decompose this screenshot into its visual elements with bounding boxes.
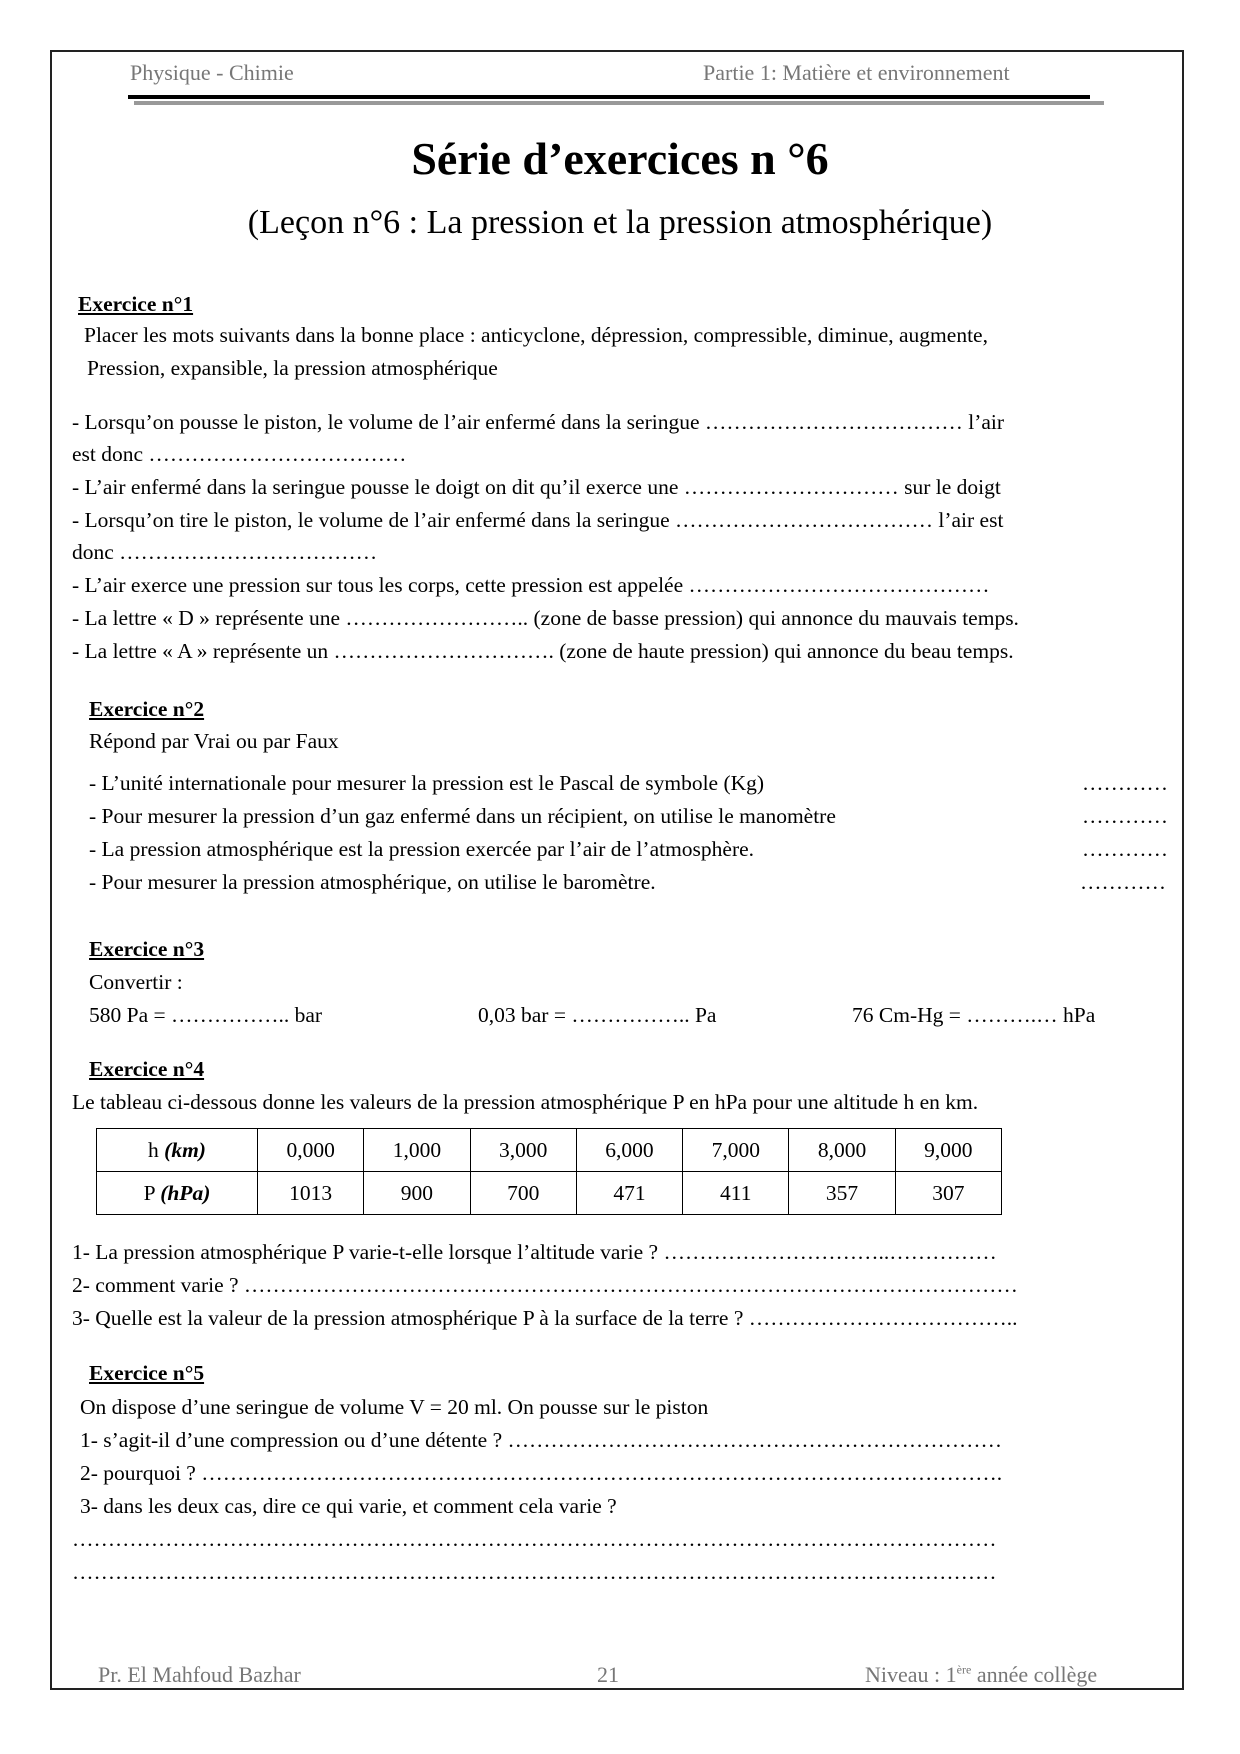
row-label-unit: (hPa) xyxy=(160,1180,211,1205)
page-subtitle: (Leçon n°6 : La pression et la pression atmosphérique) xyxy=(247,204,993,241)
table-row-altitude xyxy=(97,1129,1002,1172)
header-part: Partie 1: Matière et environnement xyxy=(703,60,1010,85)
ex1-line-1: - Lorsqu’on pousse le piston, le volume de l’air enfermé dans la seringue ……………………………… l’air xyxy=(72,410,1005,434)
ex1-line-2: est donc ……………………………… xyxy=(72,442,407,466)
table-row-label xyxy=(97,1172,258,1215)
ex1-line-5: donc ……………………………… xyxy=(72,540,378,564)
pressure-altitude-table xyxy=(96,1128,1002,1215)
ex1-intro-2: Pression, expansible, la pression atmosphérique xyxy=(87,356,498,380)
ex1-line-6: - L’air exerce une pression sur tous les corps, cette pression est appelée …………………………………… xyxy=(72,573,990,597)
ex5-answer-line: ………………………………………………………………………………………………………………… xyxy=(72,1527,997,1551)
table-cell: 7,000 xyxy=(683,1129,789,1172)
table-cell: 900 xyxy=(364,1172,470,1215)
table-row-label xyxy=(97,1129,258,1172)
ex2-item-text: - Pour mesurer la pression atmosphérique, on utilise le baromètre. xyxy=(89,870,656,894)
table-cell: 8,000 xyxy=(789,1129,895,1172)
header-rule xyxy=(128,95,1090,99)
ex1-line-4: - Lorsqu’on tire le piston, le volume de l’air enfermé dans la seringue ……………………………… l’air est xyxy=(72,508,1004,532)
footer-level xyxy=(865,1662,1097,1688)
header-subject: Physique - Chimie xyxy=(130,60,294,85)
ex3-conversion-3: 76 Cm-Hg = ……….… hPa xyxy=(852,1003,1096,1027)
ex5-heading: Exercice n°5 xyxy=(89,1361,205,1385)
ex4-question-2: 2- comment varie ? ……………………………………………………………………………………………… xyxy=(72,1273,1018,1297)
ex2-item-blank: ………… xyxy=(1082,771,1168,795)
table-cell: 9,000 xyxy=(895,1129,1001,1172)
footer-level-prefix: Niveau : 1 xyxy=(865,1662,957,1687)
ex1-intro-1: Placer les mots suivants dans la bonne place : anticyclone, dépression, compressible, diminue, augmente, xyxy=(84,323,988,347)
ex2-item-blank: ………… xyxy=(1080,870,1166,894)
ex5-question-3: 3- dans les deux cas, dire ce qui varie, et comment cela varie ? xyxy=(80,1494,617,1518)
table-cell: 471 xyxy=(576,1172,682,1215)
ex5-answer-line: ………………………………………………………………………………………………………………… xyxy=(72,1560,997,1584)
ex4-question-3: 3- Quelle est la valeur de la pression atmosphérique P à la surface de la terre ? ……………………………….. xyxy=(72,1306,1018,1330)
table-cell: 411 xyxy=(683,1172,789,1215)
ex1-line-7: - La lettre « D » représente une …………………….. (zone de basse pression) qui annonce du mauvais temps. xyxy=(72,606,1019,630)
ex2-heading: Exercice n°2 xyxy=(89,697,205,721)
ex3-heading: Exercice n°3 xyxy=(89,937,205,961)
table-cell: 0,000 xyxy=(258,1129,364,1172)
ex4-question-1: 1- La pression atmosphérique P varie-t-elle lorsque l’altitude varie ? …………………………..…………… xyxy=(72,1240,997,1264)
ex2-item-text: - La pression atmosphérique est la pression exercée par l’air de l’atmosphère. xyxy=(89,837,755,861)
ex2-item-blank: ………… xyxy=(1082,837,1168,861)
row-label-text: P xyxy=(143,1180,155,1205)
table-cell: 1013 xyxy=(258,1172,364,1215)
page-title: Série d’exercices n °6 xyxy=(411,133,829,184)
ex4-intro: Le tableau ci-dessous donne les valeurs de la pression atmosphérique P en hPa pour une altitude h en km. xyxy=(72,1090,979,1114)
ex2-item-blank: ………… xyxy=(1082,804,1168,828)
ex5-question-2: 2- pourquoi ? …………………………………………………………………………………………………. xyxy=(80,1461,1003,1485)
table-cell: 6,000 xyxy=(576,1129,682,1172)
ex2-intro: Répond par Vrai ou par Faux xyxy=(89,729,339,753)
row-label-unit: (km) xyxy=(164,1137,206,1162)
footer-level-sup: ère xyxy=(956,1662,972,1677)
ex3-intro: Convertir : xyxy=(89,970,183,994)
table-row-pressure xyxy=(97,1172,1002,1215)
ex2-item-text: - L’unité internationale pour mesurer la pression est le Pascal de symbole (Kg) xyxy=(89,771,765,795)
table-cell: 357 xyxy=(789,1172,895,1215)
table-cell: 307 xyxy=(895,1172,1001,1215)
footer-author: Pr. El Mahfoud Bazhar xyxy=(98,1662,301,1687)
table-cell: 3,000 xyxy=(470,1129,576,1172)
ex5-question-1: 1- s’agit-il d’une compression ou d’une détente ? …………………………………………………………… xyxy=(80,1428,1002,1452)
ex3-conversion-2: 0,03 bar = …………….. Pa xyxy=(478,1003,717,1027)
footer-page-number: 21 xyxy=(597,1662,619,1687)
table-cell: 700 xyxy=(470,1172,576,1215)
footer-level-suffix: année collège xyxy=(971,1662,1098,1687)
ex1-line-3: - L’air enfermé dans la seringue pousse le doigt on dit qu’il exerce une ………………………… sur le doigt xyxy=(72,475,1001,499)
table-cell: 1,000 xyxy=(364,1129,470,1172)
ex3-conversion-1: 580 Pa = …………….. bar xyxy=(89,1003,323,1027)
ex5-intro: On dispose d’une seringue de volume V = 20 ml. On pousse sur le piston xyxy=(80,1395,709,1419)
ex2-item-text: - Pour mesurer la pression d’un gaz enfermé dans un récipient, on utilise le manomètre xyxy=(89,804,836,828)
ex4-heading: Exercice n°4 xyxy=(89,1057,205,1081)
row-label-text: h xyxy=(148,1137,159,1162)
ex1-line-8: - La lettre « A » représente un …………………………. (zone de haute pression) qui annonce du beau temps. xyxy=(72,639,1014,663)
ex1-heading: Exercice n°1 xyxy=(78,292,194,316)
header-rule-shadow xyxy=(134,101,1104,105)
